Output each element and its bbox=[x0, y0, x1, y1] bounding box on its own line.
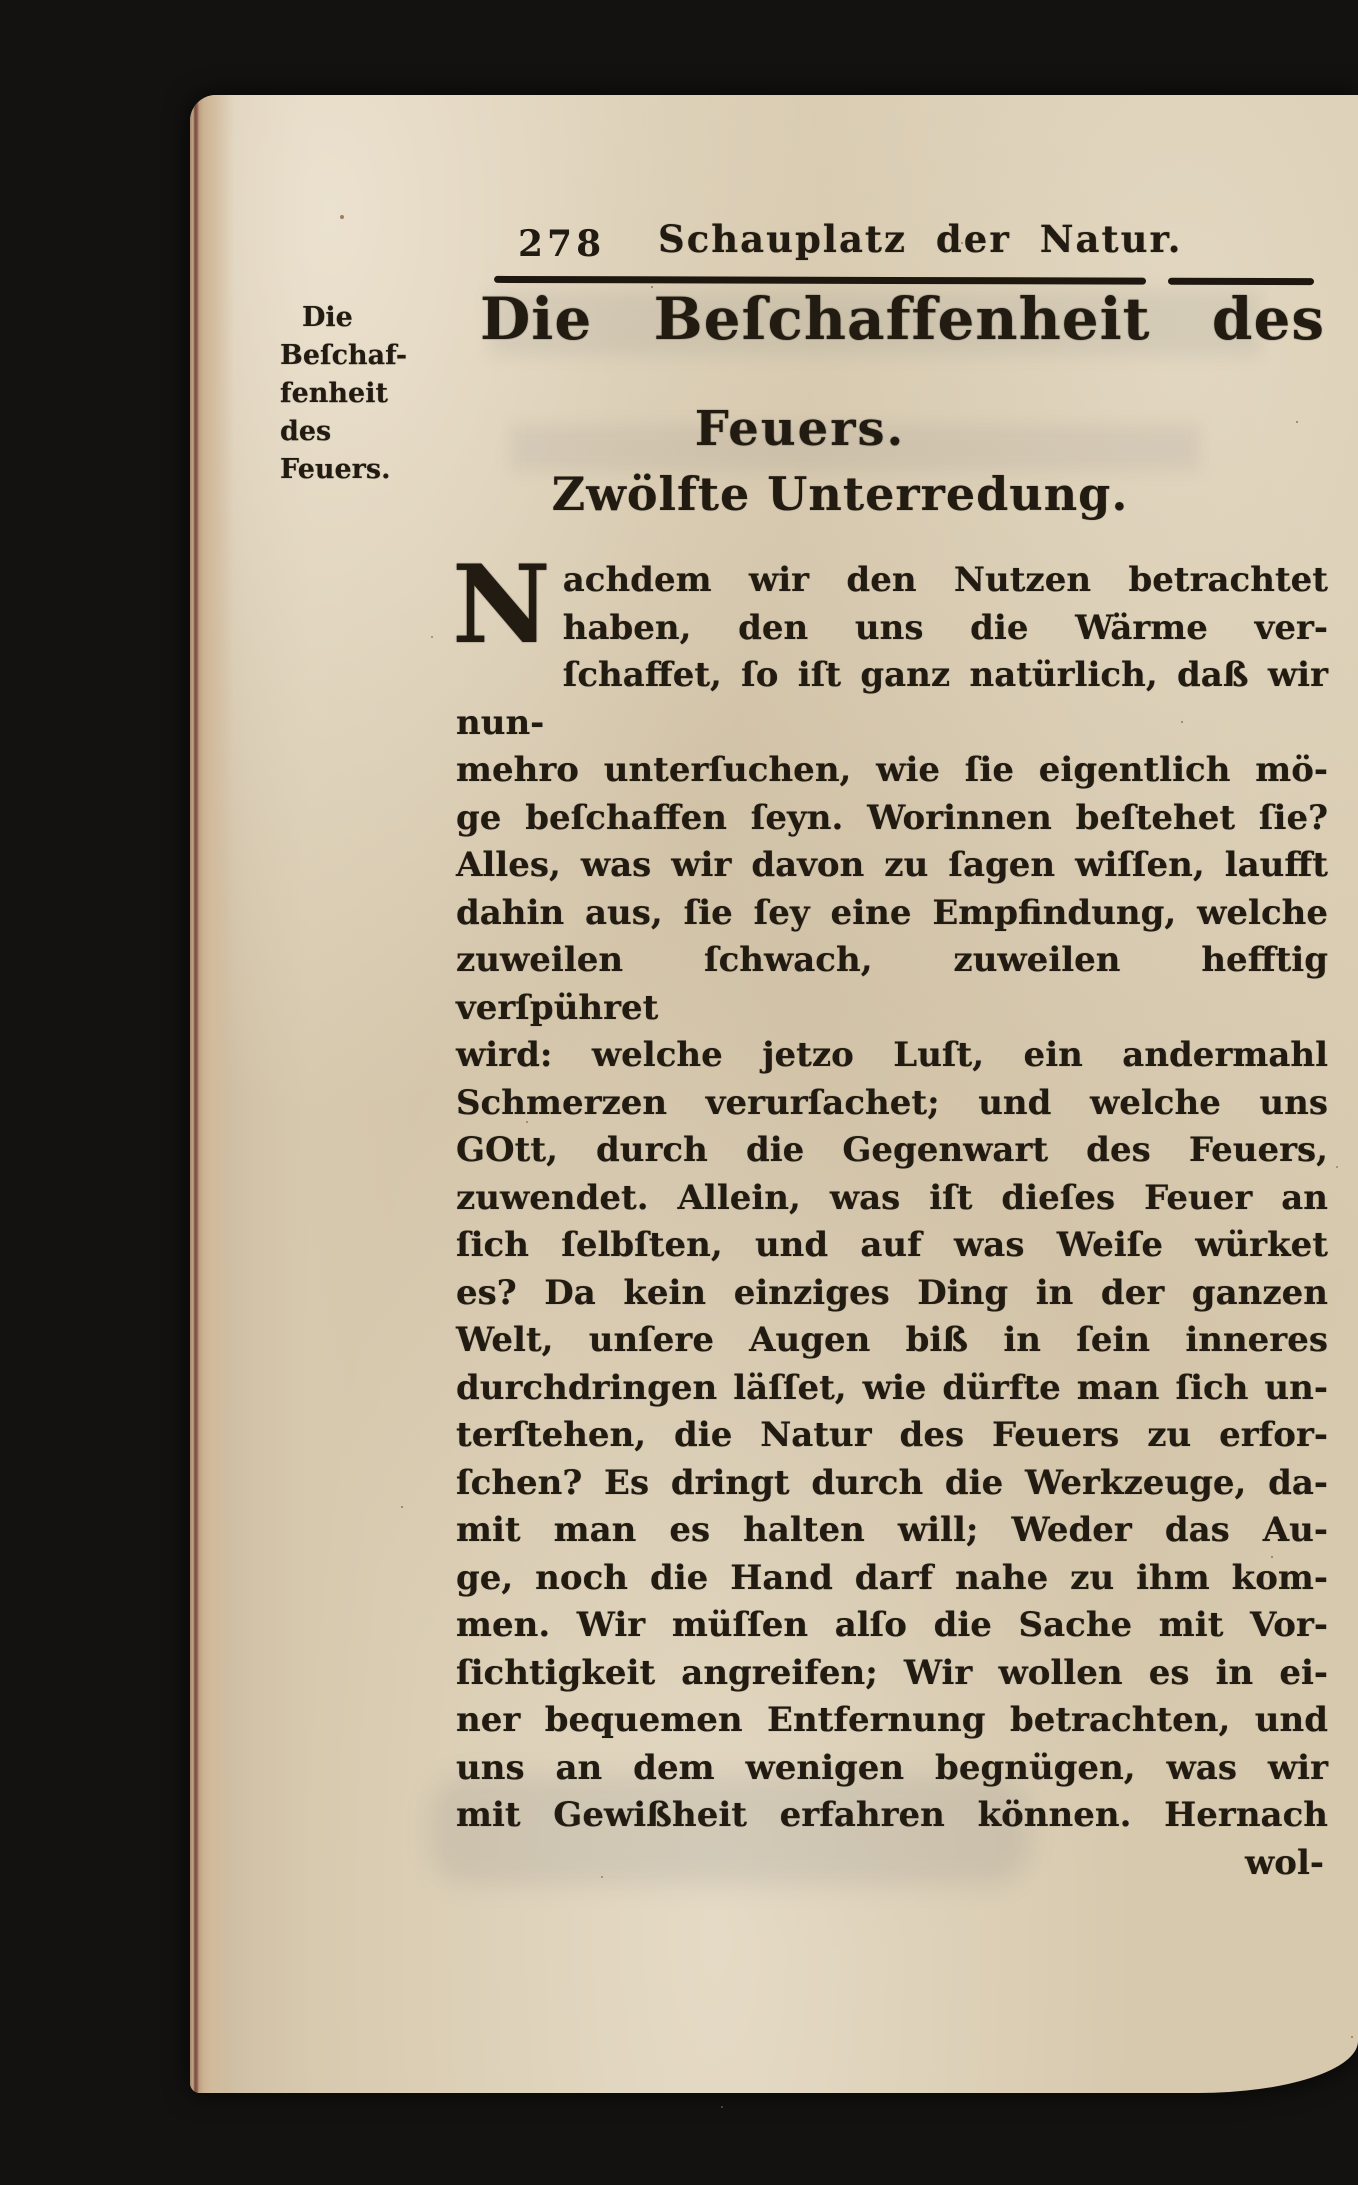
book-page-edges bbox=[190, 95, 236, 2093]
paper-specks bbox=[340, 215, 344, 219]
body-line: haben, den uns die Wärme ver- bbox=[562, 607, 1328, 648]
margin-note-line: des bbox=[280, 416, 332, 447]
body-line: ſich ſelbſten, und auf was Weiſe würket bbox=[456, 1225, 1328, 1265]
body-line: zuwendet. Allein, was iſt dieſes Feuer an bbox=[456, 1177, 1328, 1218]
body-line: durchdringen läſſet, wie dürfte man ſich un- bbox=[456, 1367, 1328, 1408]
body-line: dahin aus, ſie ſey eine Empfindung, welche bbox=[456, 892, 1328, 933]
body-line: terſtehen, die Natur des Feuers zu erfor- bbox=[456, 1415, 1328, 1455]
chapter-subtitle: Zwölfte Unterredung. bbox=[551, 467, 1129, 521]
chapter-title-line2: Feuers. bbox=[694, 401, 906, 457]
body-line: ge beſchaffen ſeyn. Worinnen beſtehet ſie? bbox=[456, 797, 1328, 838]
margin-note-line: Beſchaf- bbox=[280, 340, 408, 371]
body-text bbox=[452, 542, 1328, 1887]
header-rule-segment bbox=[1168, 278, 1314, 285]
drop-cap-initial: N bbox=[452, 542, 551, 668]
margin-note-line: Feuers. bbox=[280, 454, 391, 485]
body-line: wird: welche jetzo Luſt, ein andermahl bbox=[456, 1035, 1328, 1075]
body-line: GOtt, durch die Gegenwart des Feuers, bbox=[456, 1130, 1328, 1170]
margin-note-line: fenheit bbox=[280, 378, 388, 409]
body-line: men. Wir müſſen alſo die Sache mit Vor- bbox=[456, 1605, 1328, 1645]
body-line: achdem wir den Nutzen betrachtet bbox=[562, 560, 1328, 600]
margin-note-line: Die bbox=[302, 302, 353, 333]
running-title: Schauplatz der Natur. bbox=[658, 217, 1183, 261]
body-line: ner bequemen Entfernung betrachten, und bbox=[456, 1700, 1328, 1740]
body-line: ſichtigkeit angreifen; Wir wollen es in ei- bbox=[456, 1652, 1328, 1693]
body-line: ge, noch die Hand darf nahe zu ihm kom- bbox=[456, 1557, 1328, 1598]
body-line: Welt, unſere Augen biß in ſein inneres bbox=[456, 1320, 1328, 1360]
paper-page bbox=[190, 95, 1358, 2093]
margin-note bbox=[280, 299, 480, 489]
body-line: ſchaffet, ſo iſt ganz natürlich, daß wir nun- bbox=[456, 655, 1328, 743]
body-line: mit Gewißheit erfahren können. Hernach bbox=[456, 1795, 1328, 1835]
body-line: mehro unterſuchen, wie ſie eigentlich mö- bbox=[456, 750, 1328, 790]
header-rule-segment bbox=[494, 276, 1146, 285]
page-number: 278 bbox=[518, 223, 606, 265]
body-line: ſchen? Es dringt durch die Werkzeuge, da- bbox=[456, 1462, 1328, 1503]
body-line: zuweilen ſchwach, zuweilen hefftig verſpühret bbox=[456, 940, 1328, 1028]
body-line: Schmerzen verurſachet; und welche uns bbox=[456, 1082, 1328, 1123]
catchword: wol- bbox=[1245, 1842, 1324, 1883]
chapter-title-line1: Die Beſchaffenheit des bbox=[480, 285, 1325, 353]
body-line: uns an dem wenigen begnügen, was wir bbox=[456, 1747, 1328, 1788]
body-line: Alles, was wir davon zu ſagen wiſſen, laufft bbox=[456, 845, 1328, 885]
body-line: mit man es halten will; Weder das Au- bbox=[456, 1510, 1328, 1550]
body-line: es? Da kein einziges Ding in der ganzen bbox=[456, 1272, 1328, 1313]
